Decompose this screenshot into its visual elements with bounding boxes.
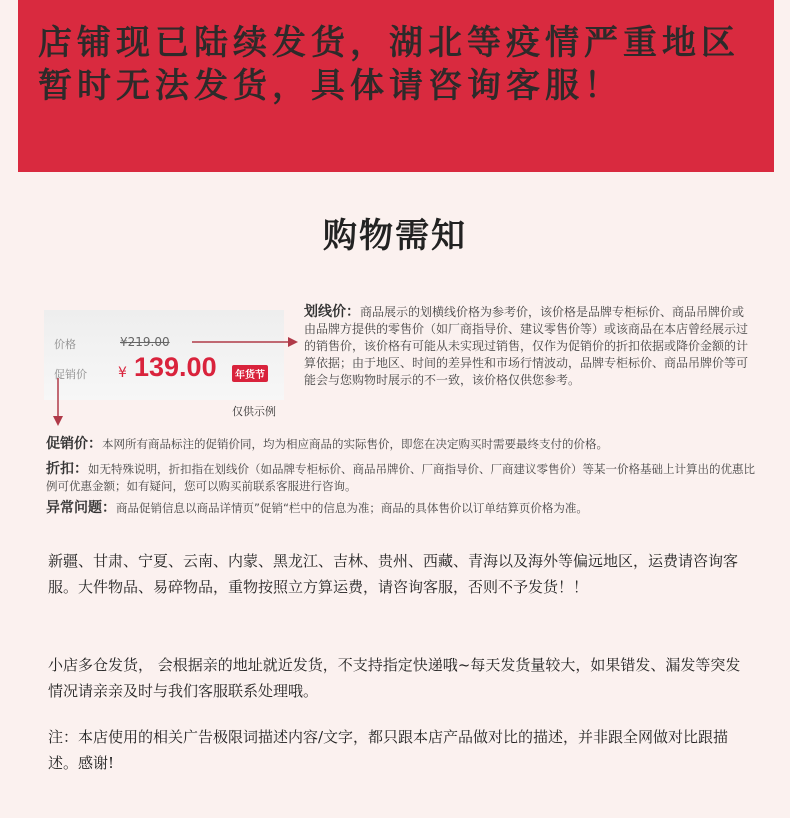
notice-banner	[18, 0, 774, 172]
example-promo-price: 139.00	[134, 352, 217, 382]
disclaimer-paragraph: 注：本店使用的相关广告极限词描述内容/文字，都只跟本店产品做对比的描述，并非跟全网做对比跟描述。感谢!	[48, 728, 729, 772]
promo-price-section	[46, 436, 760, 453]
example-original-price: ¥219.00	[120, 335, 170, 349]
example-price-label: 价格	[54, 338, 76, 351]
strike-price-text: 商品展示的划横线价格为参考价，该价格是品牌专柜标价、商品吊牌价或由品牌方提供的零售价（如厂商指导价、建议零售价等）或该商品在本店曾经展示过的销售价，该价格有可能从未实现过销售，仅作为促销价的折扣依据或降价金额的计算依据；由于地区、时间的差异性和市场行情波动，品牌专柜标价、商品吊牌价等可能会与您购物时展示的不一致，该价格仅供您参考。	[304, 305, 749, 387]
arrow-right-icon	[192, 336, 298, 348]
discount-label: 折扣：	[46, 461, 88, 477]
warehouse-paragraph: 小店多仓发货， 会根据亲的地址就近发货，不支持指定快递哦~每天发货量较大，如果错发、漏发等突发情况请亲亲及时与我们客服联系处理哦。	[48, 656, 741, 700]
strike-price-section	[304, 304, 750, 389]
arrow-down-icon	[52, 378, 64, 426]
abnormal-text: 商品促销信息以商品详情页”促销“栏中的信息为准；商品的具体售价以订单结算页价格为准。	[116, 501, 588, 515]
discount-text: 如无特殊说明，折扣指在划线价（如品牌专柜标价、商品吊牌价、厂商指导价、厂商建议零售价）等某一价格基础上计算出的优惠比例可优惠金额；如有疑问，您可以购买前联系客服进行咨询。	[46, 462, 755, 493]
shipping-remote-paragraph: 新疆、甘肃、宁夏、云南、内蒙、黑龙江、吉林、贵州、西藏、青海以及海外等偏远地区，运费请咨询客服。大件物品、易碎物品，重物按照立方算运费，请咨询客服，否则不予发货！！	[48, 552, 739, 596]
example-badge: 年货节	[232, 365, 268, 382]
example-currency: ¥	[118, 365, 127, 381]
example-promo-label: 促销价	[54, 368, 87, 381]
abnormal-section	[46, 500, 760, 517]
promo-price-label: 促销价：	[46, 436, 102, 452]
notice-banner-text: 店铺现已陆续发货，湖北等疫情严重地区暂时无法发货，具体请咨询客服！	[38, 23, 740, 106]
page-title: 购物需知	[323, 216, 467, 256]
abnormal-label: 异常问题：	[46, 500, 116, 516]
price-example-box	[44, 310, 284, 400]
discount-section	[46, 461, 760, 495]
promo-price-text: 本网所有商品标注的促销价同，均为相应商品的实际售价，即您在决定购买时需要最终支付的价格。	[102, 437, 608, 451]
strike-price-label: 划线价：	[304, 304, 360, 320]
example-caption: 仅供示例	[232, 405, 276, 418]
